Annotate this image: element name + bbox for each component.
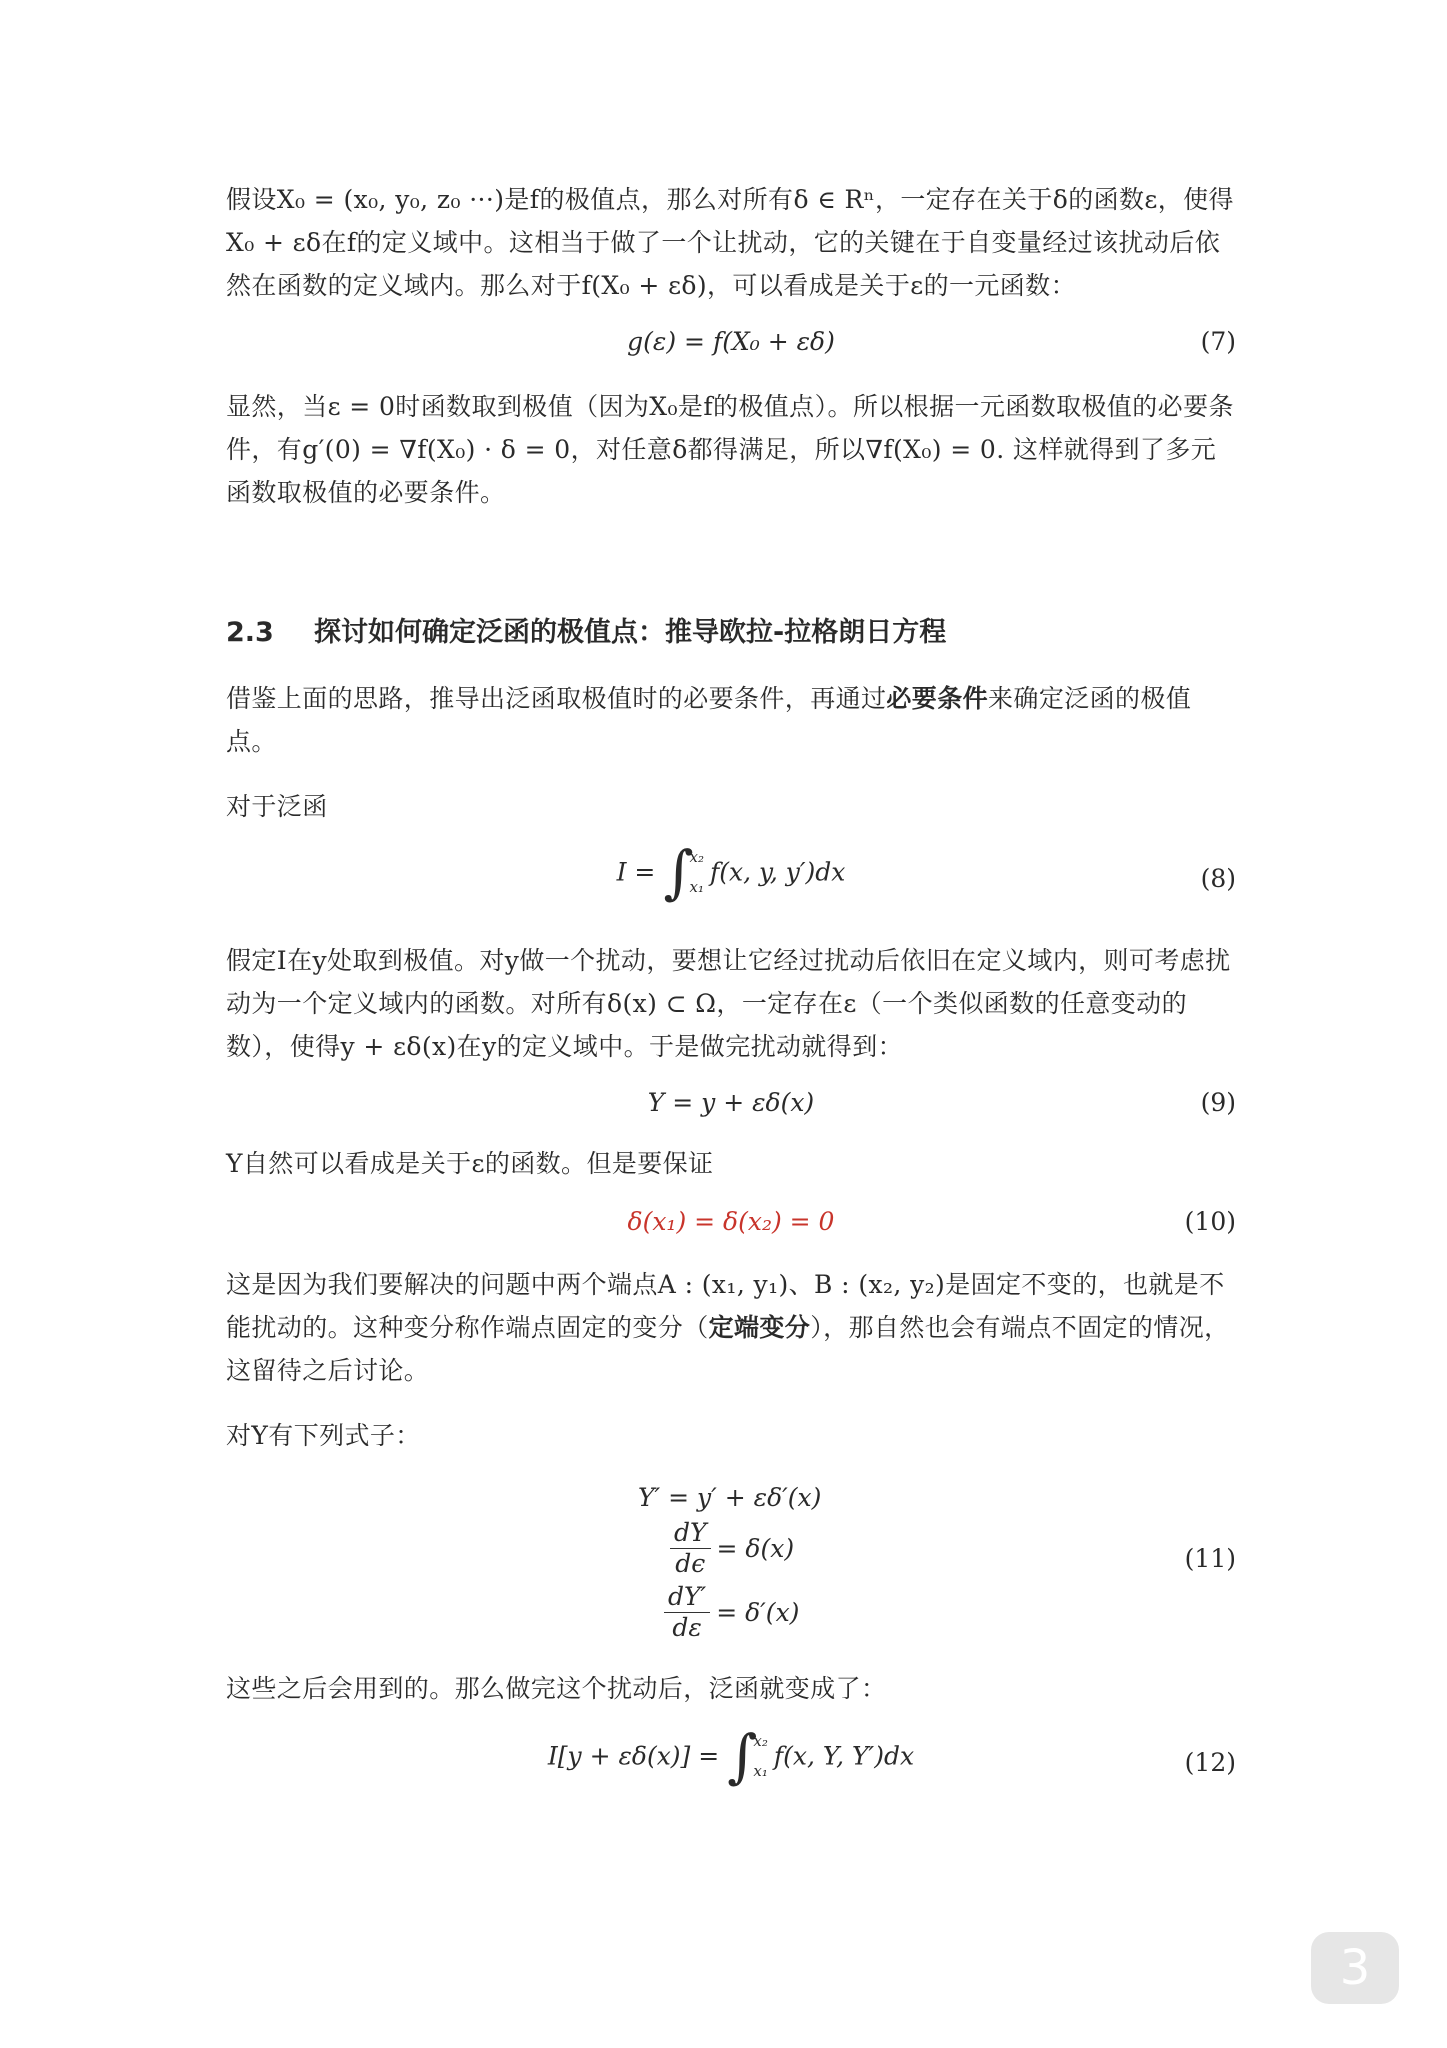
section-title: 探讨如何确定泛函的极值点：推导欧拉-拉格朗日方程 bbox=[314, 617, 947, 648]
paragraph-y-formulas-intro: 对Y有下列式子： bbox=[226, 1421, 421, 1450]
paragraph-fixed-endpoints-text-b: ），那自然也会有端点不固定的情况，这留待之后讨论。 bbox=[226, 1313, 1230, 1385]
equation-11-line-1: Y′ = y′ + εδ′(x) bbox=[638, 1483, 822, 1512]
paragraph-approach bbox=[226, 677, 1236, 763]
equation-11-frac-3-denominator: dε bbox=[672, 1613, 702, 1642]
equation-12 bbox=[226, 1722, 1236, 1806]
equation-8-rhs: f(x, y, y′)dx bbox=[710, 857, 846, 887]
paragraph-approach-text-b: 来确定泛函的极值点。 bbox=[226, 684, 1192, 756]
paragraph-necessary-condition: 显然，当ε = 0时函数取到极值（因为X₀是f的极值点）。所以根据一元函数取极值的必要条件，有g′(0) = ∇f(X₀) · δ = 0，对任意δ都得满足，所以∇f(X₀) = 0. 这样就得到了多元函数取极值的必要条件。 bbox=[226, 392, 1234, 507]
equation-10-body: δ(x₁) = δ(x₂) = 0 bbox=[627, 1207, 835, 1236]
paragraph-perturbation-function: 假定I在y处取到极值。对y做一个扰动，要想让它经过扰动后依旧在定义域内，则可考虑扰动为一个定义域内的函数。对所有δ(x) ⊂ Ω，一定存在ε（一个类似函数的任意变动的数），使得y + εδ(x)在y的定义域中。于是做完扰动就得到： bbox=[226, 946, 1231, 1061]
paragraph-fixed-endpoints-text-a: 这是因为我们要解决的问题中两个端点A : (x₁, y₁)、B : (x₂, y₂)是固定不变的，也就是不能扰动的。这种变分称作端点固定的变分（ bbox=[226, 1270, 1225, 1342]
paragraph-extremum-perturbation: 假设X₀ = (x₀, y₀, z₀ ···)是f的极值点，那么对所有δ ∈ Rⁿ，一定存在关于δ的函数ε，使得X₀ + εδ在f的定义域中。这相当于做了一个让扰动，它的关键在于自变量经过该扰动后依然在函数的定义域内。那么对于f(X₀ + εδ)，可以看成是关于ε的一元函数： bbox=[226, 185, 1234, 300]
equation-11-line-2 bbox=[638, 1518, 938, 1582]
equation-9-number: (9) bbox=[1200, 1088, 1236, 1117]
bold-fixed-endpoint-variation: 定端变分 bbox=[708, 1313, 811, 1342]
equation-11-frac-3-numerator: dY′ bbox=[664, 1582, 710, 1613]
equation-10-number: (10) bbox=[1184, 1207, 1236, 1236]
equation-11-number: (11) bbox=[1184, 1544, 1236, 1573]
equation-8 bbox=[226, 838, 1236, 922]
equation-12-upper-limit: x₂ bbox=[753, 1732, 768, 1750]
equation-7-number: (7) bbox=[1200, 327, 1236, 356]
paragraph-perturbed-functional: 这些之后会用到的。那么做完这个扰动后，泛函就变成了： bbox=[226, 1674, 887, 1703]
equation-8-lhs: I = bbox=[616, 857, 656, 887]
equation-11-frac-2-numerator: dY bbox=[670, 1518, 711, 1549]
section-number: 2.3 bbox=[226, 617, 274, 648]
equation-12-lower-limit: x₁ bbox=[753, 1762, 768, 1780]
integral-icon: ∫ bbox=[727, 1722, 758, 1790]
equation-9-body: Y = y + εδ(x) bbox=[647, 1088, 815, 1117]
equation-11 bbox=[226, 1478, 1236, 1648]
section-heading bbox=[226, 610, 946, 649]
equation-11-frac-2-denominator: dϵ bbox=[675, 1549, 706, 1578]
equation-12-rhs: f(x, Y, Y′)dx bbox=[773, 1741, 915, 1771]
equation-11-frac-3-rhs: = δ′(x) bbox=[716, 1598, 800, 1627]
equation-8-number: (8) bbox=[1200, 864, 1236, 893]
paragraph-fixed-endpoints bbox=[226, 1263, 1236, 1392]
equation-11-frac-2-rhs: = δ(x) bbox=[716, 1534, 795, 1563]
equation-8-lower-limit: x₁ bbox=[689, 878, 705, 896]
equation-8-upper-limit: x₂ bbox=[689, 848, 705, 866]
equation-11-line-3 bbox=[638, 1582, 938, 1646]
page-number-badge: 3 bbox=[1311, 1932, 1399, 2004]
equation-7-body: g(ε) = f(X₀ + εδ) bbox=[627, 327, 835, 356]
paragraph-functional-intro: 对于泛函 bbox=[226, 792, 328, 821]
equation-12-number: (12) bbox=[1184, 1748, 1236, 1777]
bold-necessary-condition: 必要条件 bbox=[886, 684, 989, 713]
paragraph-approach-text-a: 借鉴上面的思路，推导出泛函取极值时的必要条件，再通过 bbox=[226, 684, 887, 713]
integral-icon: ∫ bbox=[663, 838, 694, 906]
equation-12-lhs: I[y + εδ(x)] = bbox=[547, 1741, 720, 1771]
paragraph-y-function: Y自然可以看成是关于ε的函数。但是要保证 bbox=[226, 1149, 714, 1178]
